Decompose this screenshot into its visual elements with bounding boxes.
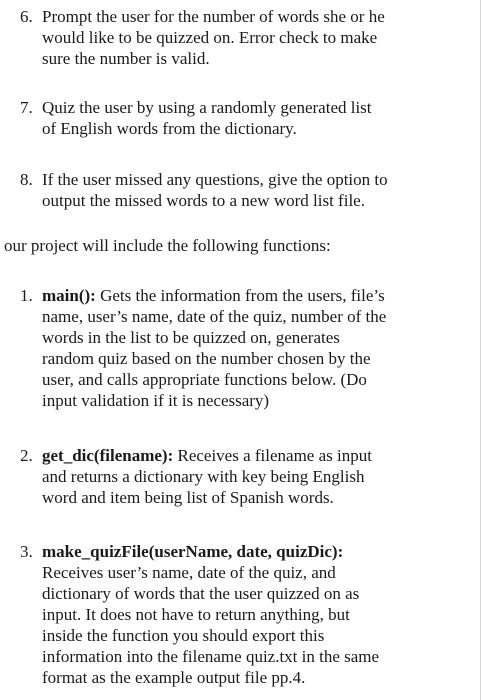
text-line: name, user’s name, date of the quiz, number of the: [42, 307, 387, 326]
text-line: words in the list to be quizzed on, generates: [42, 328, 340, 347]
text-line: information into the filename quiz.txt in the same: [42, 647, 380, 666]
text-line: random quiz based on the number chosen by the: [42, 349, 371, 368]
functions-intro: our project will include the following functions:: [4, 236, 331, 255]
list-number: 3.: [20, 542, 33, 561]
text-line: output the missed words to a new word list file.: [42, 191, 365, 210]
list-number: 6.: [20, 7, 33, 26]
list-item-function-make-quizfile: [20, 541, 475, 688]
text-line: format as the example output file pp.4.: [42, 668, 306, 687]
text-line: would like to be quizzed on. Error check to make: [42, 28, 378, 47]
text-line: and returns a dictionary with key being English: [42, 467, 365, 486]
text-line: word and item being list of Spanish words.: [42, 488, 334, 507]
list-item-step-8: [20, 169, 475, 211]
function-name: get_dic(filename):: [42, 446, 174, 465]
text-line: inside the function you should export this: [42, 626, 325, 645]
list-item-step-6: [20, 6, 470, 69]
text-line: Prompt the user for the number of words she or he: [42, 7, 385, 26]
text-line: dictionary of words that the user quizzed on as: [42, 584, 360, 603]
list-number: 2.: [20, 446, 33, 465]
text-line: user, and calls appropriate functions below. (Do: [42, 370, 367, 389]
list-item-function-main: [20, 285, 475, 411]
text-line: of English words from the dictionary.: [42, 119, 297, 138]
text-line: input. It does not have to return anything, but: [42, 605, 350, 624]
list-number: 1.: [20, 286, 33, 305]
text-line: input validation if it is necessary): [42, 391, 270, 410]
text-line: If the user missed any questions, give the option to: [42, 170, 388, 189]
text-line: Receives user’s name, date of the quiz, and: [42, 563, 336, 582]
text-line: Receives a filename as input: [173, 446, 372, 465]
function-name: main():: [42, 286, 96, 305]
function-name: make_quizFile(userName, date, quizDic):: [42, 542, 344, 561]
list-item-step-7: [20, 97, 470, 139]
list-item-function-get-dic: [20, 445, 475, 508]
list-number: 8.: [20, 170, 33, 189]
text-line: Gets the information from the users, file’s: [95, 286, 385, 305]
text-line: sure the number is valid.: [42, 49, 210, 68]
list-number: 7.: [20, 98, 33, 117]
text-line: Quiz the user by using a randomly generated list: [42, 98, 372, 117]
